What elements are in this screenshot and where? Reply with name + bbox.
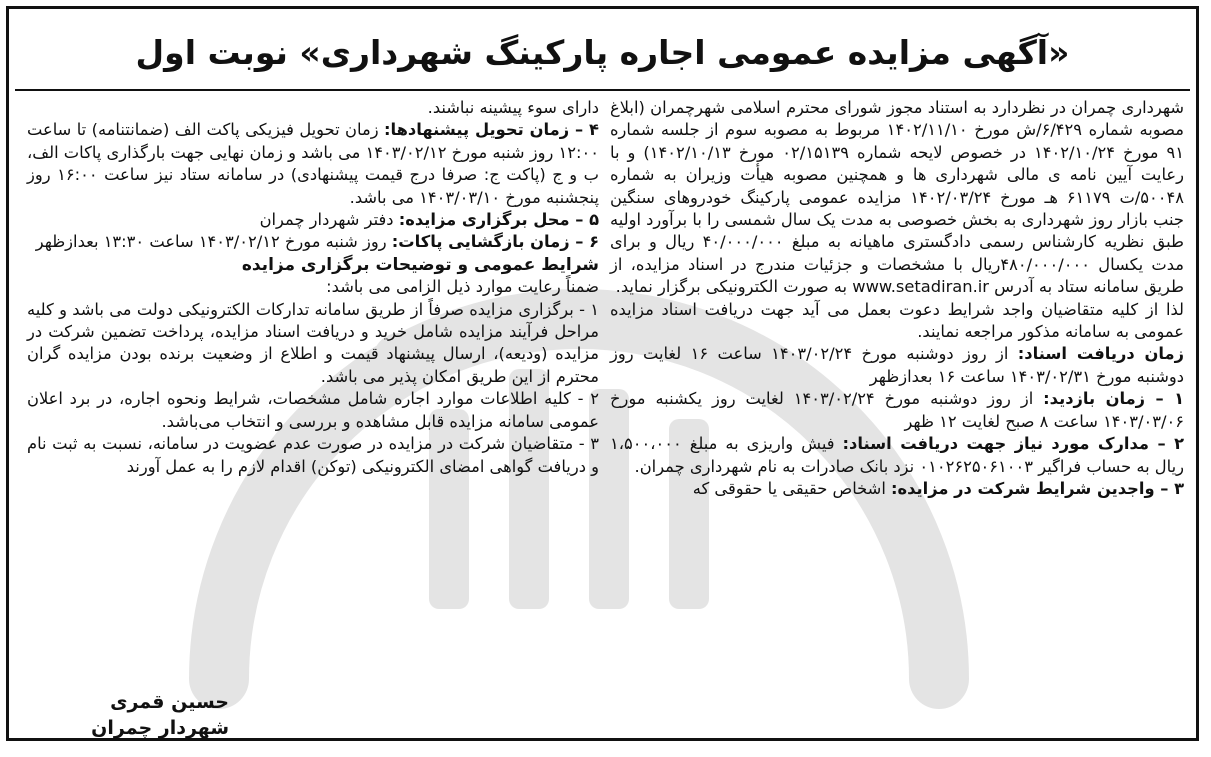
notice-frame (6, 6, 1199, 741)
submission-time-text: زمان تحویل فیزیکی پاکت الف (ضمانتنامه) تا ساعت ۱۲:۰۰ روز شنبه مورخ ۱۴۰۳/۰۲/۱۲ می باشد و زمان نهایی جهت بارگذاری پاکات الف، ب و ج (پاکت ج: صرفا درج قیمت پیشنهادی) در سامانه ستاد نیز ساعت ۱۶:۰۰ روز پنجشنبه مورخ ۱۴۰۳/۰۳/۱۰ می باشد. (27, 120, 599, 207)
conditions-heading: شرایط عمومی و توضیحات برگزاری مزایده (241, 254, 599, 275)
intro-paragraph: شهرداری چمران در نظردارد به استناد مجوز شورای محترم اسلامی شهرچمران (ابلاغ مصوبه شماره ۶/۴۲۹/ش مورخ ۱۴۰۲/۱۱/۱۰ مربوط به مصوبه سوم از جلسه شماره ۹۱ مورخ ۱۴۰۲/۱۰/۲۴ در خصوص لایحه شماره ۰۲/۱۵۱۳۹ مورخ ۱۴۰۲/۱۰/۱۳) و با رعایت آیین نامه ی مالی شهرداری ها و همچنین مصوبه هیأت وزیران به شماره ۵۰۰۴۸/ت ۶۱۱۷۹ هـ مورخ ۱۴۰۲/۰۳/۲۴ مزایده عمومی پارکینگ خودروهای سنگین جنب بازار روز شهرداری به بخش خصوصی به مدت یک سال شمسی را با برآورد اولیه طبق نظریه کارشناس رسمی دادگستری ماهیانه به مبلغ ۴۰/۰۰۰/۰۰۰ ریال و برای مدت یکسال ۴۸۰/۰۰۰/۰۰۰ریال با مشخصات و جزئیات مندرج در اسناد مزایده، از طریق سامانه ستاد به آدرس www.setadiran.ir به صورت الکترونیکی برگزار نماید. (610, 98, 1185, 297)
docs-time-text: از روز دوشنبه مورخ ۱۴۰۳/۰۲/۲۴ ساعت ۱۶ لغایت روز دوشنبه مورخ ۱۴۰۳/۰۲/۳۱ ساعت ۱۶ بعدازظهر (610, 344, 1184, 386)
venue-text: دفتر شهردار چمران (259, 210, 394, 230)
submission-time-label: ۴ – زمان تحویل پیشنهادها: (383, 120, 599, 140)
eligibility-continuation: دارای سوء پیشینه نباشند. (427, 98, 599, 117)
visit-time-paragraph (610, 388, 1184, 433)
condition-item: ۱ - برگزاری مزایده صرفاً از طریق سامانه تدارکات الکترونیکی دولت می باشد و کلیه مراحل فرآیند مزایده شامل خرید و دریافت اسناد مزایده، پرداخت تضمین شرکت در مزایده (ودیعه)، ارسال پیشنهاد قیمت و اطلاع از وضعیت برنده بودن مزایده گران محترم از این طریق امکان پذیر می باشد. (27, 299, 599, 386)
required-docs-label: ۲ – مدارک مورد نیاز جهت دریافت اسناد: (842, 434, 1184, 454)
eligibility-label: ۳ – واجدین شرایط شرکت در مزایده: (891, 478, 1184, 498)
venue-paragraph (27, 209, 599, 231)
signature-title: شهردار چمران (91, 717, 229, 739)
right-column (610, 97, 1184, 500)
conditions-intro: ضمناً رعایت موارد ذیل الزامی می باشد: (326, 277, 599, 297)
left-column (27, 97, 599, 478)
visit-time-label: ۱ – زمان بازدید: (1043, 389, 1184, 409)
condition-item: ۲ - کلیه اطلاعات موارد اجاره شامل مشخصات، شرایط ونحوه اجاره، در برد اعلان عمومی سامانه مزایده قابل مشاهده و بررسی و انتخاب می‌باشد. (27, 389, 599, 431)
signature-name: حسین قمری (110, 691, 229, 713)
submission-time-paragraph (27, 119, 599, 209)
required-docs-text: فیش واریزی به مبلغ ۱،۵۰۰،۰۰۰ ریال به حساب فراگیر ۰۱۰۲۶۲۵۰۶۱۰۰۳ نزد بانک صادرات به نام شهرداری چمران. (610, 434, 1184, 476)
title-divider (15, 89, 1190, 91)
visit-time-text: از روز دوشنبه مورخ ۱۴۰۳/۰۲/۲۴ لغایت روز یکشنبه مورخ ۱۴۰۳/۰۳/۰۶ ساعت ۸ صبح لغایت ۱۲ ظهر (610, 389, 1184, 431)
condition-item: ۳ - متقاضیان شرکت در مزایده در صورت عدم عضویت در سامانه، نسبت به ثبت نام و دریافت گواهی امضای الکترونیکی (توکن) اقدام لازم را به عمل آورند (27, 434, 599, 476)
opening-time-label: ۶ – زمان بازگشایی پاکات: (391, 232, 599, 252)
required-docs-paragraph (610, 433, 1184, 478)
docs-time-label: زمان دریافت اسناد: (1017, 344, 1185, 364)
venue-label: ۵ – محل برگزاری مزایده: (398, 210, 599, 230)
notice-title: «آگهی مزایده عمومی اجاره پارکینگ شهرداری» نوبت اول (135, 33, 1070, 72)
invite-paragraph: لذا از کلیه متقاضیان واجد شرایط دعوت بعمل می آید جهت دریافت اسناد مزایده عمومی به سامانه مذکور مراجعه نمایند. (610, 299, 1184, 342)
signature-block (39, 689, 229, 741)
opening-time-paragraph (27, 231, 599, 253)
opening-time-text: روز شنبه مورخ ۱۴۰۳/۰۲/۱۲ ساعت ۱۳:۳۰ بعدازظهر (35, 232, 387, 252)
eligibility-text: اشخاص حقیقی یا حقوقی که (692, 478, 886, 498)
docs-time-paragraph (610, 343, 1184, 388)
eligibility-paragraph (610, 478, 1184, 500)
